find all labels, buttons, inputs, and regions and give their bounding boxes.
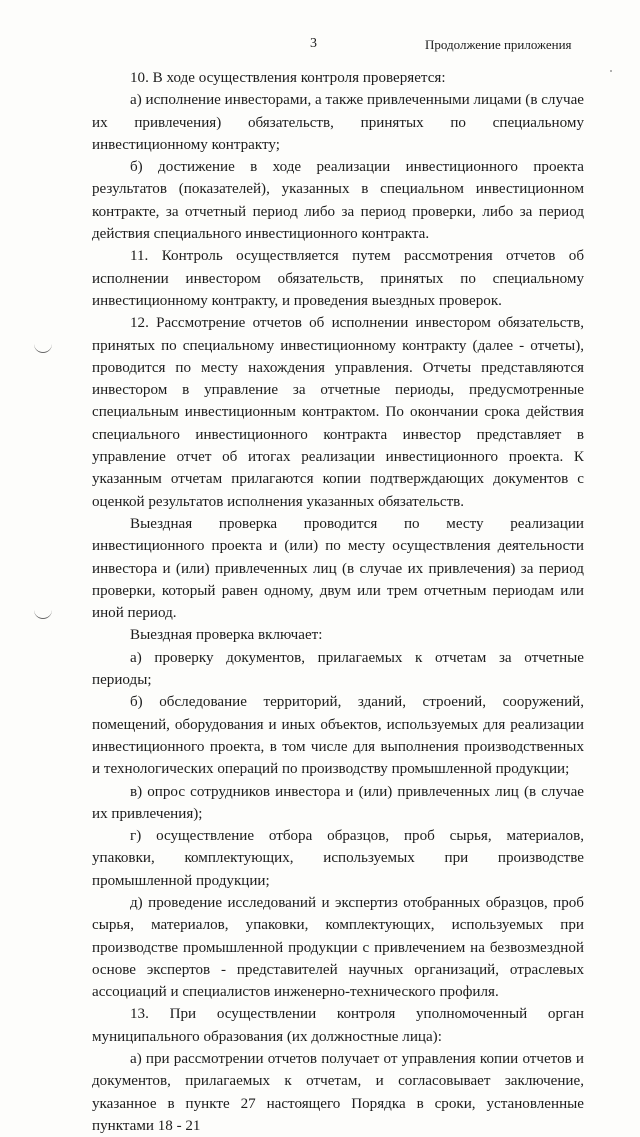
paragraph-13: 13. При осуществлении контроля уполномоченный орган муниципального образования (их должностные лица): [92,1006,584,1045]
margin-mark [34,610,52,619]
item-c: в) опрос сотрудников инвестора и (или) привлеченных лиц (в случае их привлечения); [92,783,584,822]
item-a: а) проверку документов, прилагаемых к отчетам за отчетные периоды; [92,649,584,689]
paragraph-onsite-includes: Выездная проверка включает: [130,627,323,644]
paragraph-onsite-check: Выездная проверка проводится по месту реализации инвестиционного проекта и (или) по месту осуществления деятельности инвестора и (или) привлеченных лиц (в случае их привлечения) за период проверки, который равен одному, двум или трем отчетным периодам или иной период. [92,515,584,622]
paragraph-11: 11. Контроль осуществляется путем рассмотрения отчетов об исполнении инвестором обязательств, принятых по специальному инвестиционному контракту, и проведения выездных проверок. [92,248,584,309]
margin-mark [34,344,52,353]
item-e: д) проведение исследований и экспертиз отобранных образцов, проб сырья, материалов, упаковки, комплектующих, используемых при производстве промышленной продукции с привлечением на безвозмездной основе экспертов - представителей научных организаций, отраслевых ассоциаций и специалистов инженерно-технического профиля. [92,894,584,1001]
paragraph-10-a: а) исполнение инвесторами, а также привлеченными лицами (в случае их привлечения) обязательств, принятых по специальному инвестиционному контракту; [92,92,584,153]
paragraph-12: 12. Рассмотрение отчетов об исполнении инвестором обязательств, принятых по специальному инвестиционному контракту (далее - отчеты), проводится по месту нахождения управления. Отчеты представляются инвестором в управление за отчетные периоды, предусмотренные специальным инвестиционным контрактом. По окончании срока действия специального инвестиционного контракта инвестор представляет в управление отчет об итогах реализации инвестиционного проекта. К указанным отчетам прилагаются копии подтверждающих документов с оценкой результатов исполнения указанных обязательств. [92,315,584,510]
page-number: 3 [310,36,317,51]
paragraph-10: 10. В ходе осуществления контроля проверяется: [130,70,446,86]
item-d: г) осуществление отбора образцов, проб сырья, материалов, упаковки, комплектующих, используемых при производстве промышленной продукции; [92,828,584,889]
scan-artifact [610,70,612,72]
document-body [92,67,584,1137]
item-b: б) обследование территорий, зданий, строений, сооружений, помещений, оборудования и иных объектов, используемых для реализации инвестиционного проекта, в том числе для выполнения производственных и технологических операций по производству промышленной продукции; [92,694,584,778]
paragraph-13-a: а) при рассмотрении отчетов получает от управления копии отчетов и документов, прилагаемых к отчетам, и согласовывает заключение, указанное в пункте 27 настоящего Порядка в сроки, установленные пунктами 18 - 21 [92,1051,584,1134]
running-head: Продолжение приложения [425,37,572,52]
paragraph-10-b: б) достижение в ходе реализации инвестиционного проекта результатов (показателей), указанных в специальном инвестиционном контракте, за отчетный период либо за период проверки, либо за период действия специального инвестиционного контракта. [92,159,584,243]
